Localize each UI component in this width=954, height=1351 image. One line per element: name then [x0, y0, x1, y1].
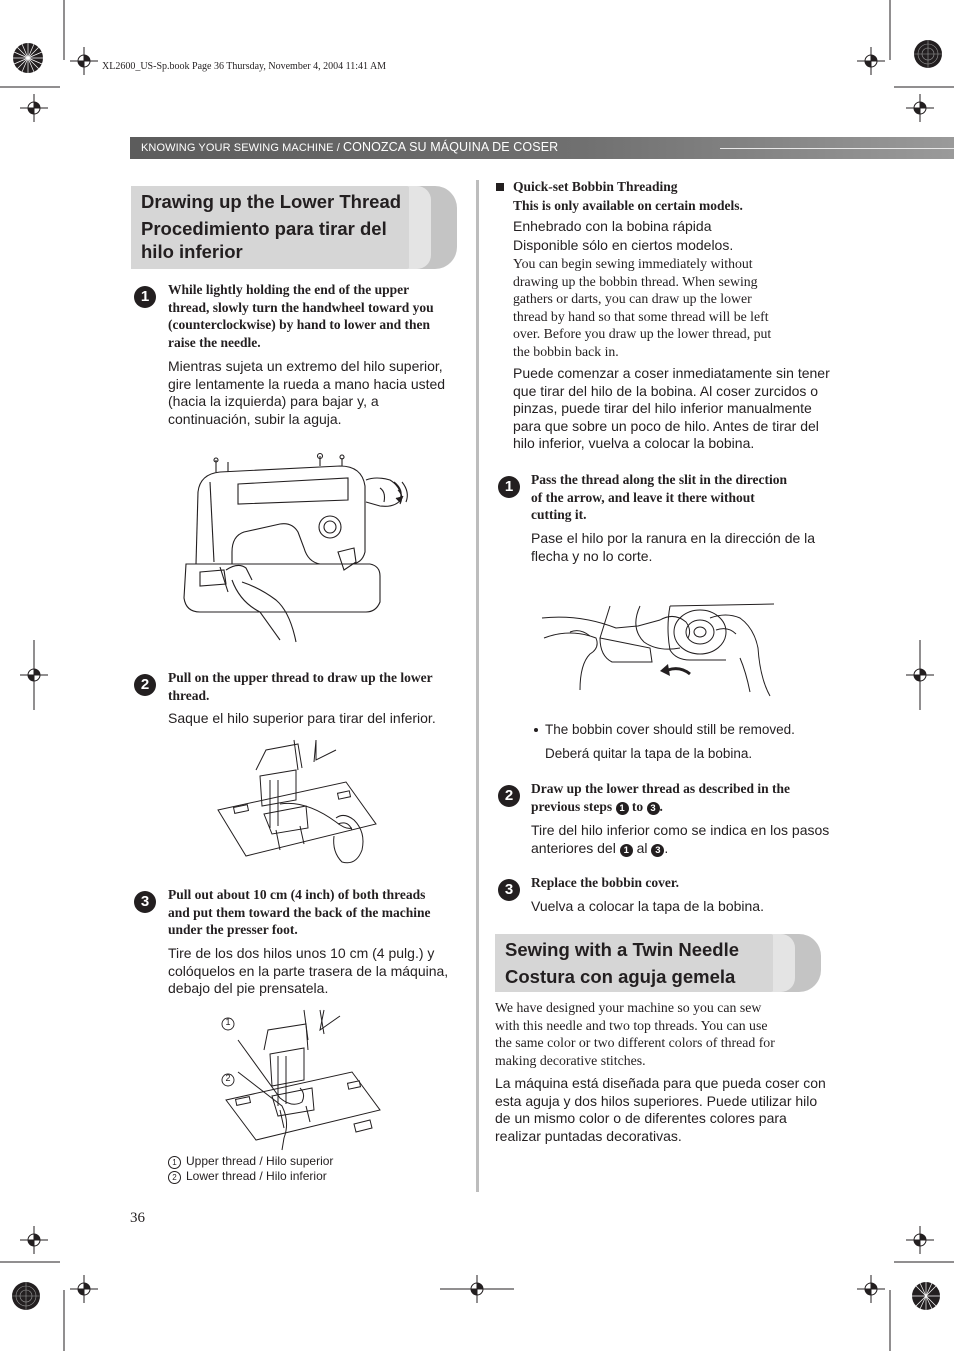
- text-line: hilo inferior, vuelva a colocar la bobina.: [513, 435, 755, 452]
- legend-num: 1: [168, 1156, 181, 1169]
- quickset-step1-es: [531, 530, 831, 565]
- text-line: cutting it.: [531, 507, 587, 523]
- legend-item-upper-thread: [168, 1154, 333, 1169]
- sewing-machine-illustration: [180, 452, 410, 647]
- text-span: anteriores del: [531, 839, 620, 856]
- text-line: thread.: [168, 687, 210, 703]
- text-line: flecha y no lo corte.: [531, 547, 653, 564]
- text-line: and put them toward the back of the machine: [168, 904, 431, 920]
- text-line: (counterclockwise) by hand to lower and then: [168, 317, 431, 333]
- text-line: (hacia la izquierda) para bajar y, a: [168, 393, 379, 410]
- text-line: realizar puntadas decorativas.: [495, 1127, 682, 1144]
- section-title-en: Drawing up the Lower Thread: [141, 191, 402, 212]
- quickset-step2-es: [531, 822, 831, 857]
- step2-instruction-es: [168, 710, 468, 728]
- step2-instruction-en: [168, 669, 468, 704]
- text-span: al: [632, 839, 652, 856]
- twin-needle-title-en: Sewing with a Twin Needle: [505, 939, 740, 960]
- bullet-square-icon: [496, 183, 504, 191]
- text-line: Puede comenzar a coser inmediatamente sin tener: [513, 365, 830, 381]
- bobbin-threading-illustration: [540, 598, 780, 698]
- quickset-step3-en: Replace the bobbin cover.: [531, 875, 679, 890]
- text-line: with this needle and two top threads. You can use: [495, 1017, 768, 1033]
- section-header-tab-inner: [409, 186, 431, 269]
- step-ref-3-icon: 3: [647, 802, 660, 815]
- text-line: Pull out about 10 cm (4 inch) of both threads: [168, 887, 426, 902]
- quickset-step2-en: [531, 780, 831, 815]
- text-span: to: [628, 798, 647, 814]
- threads-under-foot-illustration: [220, 1010, 385, 1155]
- text-line: previous steps 1 to 3 .: [531, 798, 663, 814]
- text-line: colóquelos en la parte trasera de la máquina,: [168, 962, 449, 979]
- text-line: anteriores del 1 al 3 .: [531, 839, 669, 856]
- bullet-note-es: Deberá quitar la tapa de la bobina.: [545, 746, 753, 761]
- legend-es: Hilo superior: [266, 1154, 334, 1168]
- step-number-3: 3: [498, 879, 520, 901]
- step-number-1: 1: [134, 286, 156, 308]
- chapter-header-text: [141, 140, 558, 154]
- step3-instruction-es: [168, 945, 468, 998]
- chapter-header-es: CONOZCA SU MÁQUINA DE COSER: [343, 140, 559, 154]
- legend-num: 2: [168, 1171, 181, 1184]
- text-line: under the presser foot.: [168, 922, 298, 938]
- text-line: You can begin sewing immediately without: [513, 256, 753, 271]
- figure-legend: [168, 1154, 333, 1184]
- step-number-3: 3: [134, 891, 156, 913]
- text-line: pinzas, puede tirar del hilo inferior manualmente: [513, 400, 812, 417]
- step-number-2: 2: [134, 674, 156, 696]
- text-line: over. Before you draw up the lower thread, put: [513, 326, 772, 342]
- quickset-body-en: [513, 255, 833, 361]
- section-title-es-1: Procedimiento para tirar del: [141, 218, 387, 239]
- text-line: raise the needle.: [168, 334, 261, 350]
- text-line: gire lentamente la rueda a mano hacia usted: [168, 375, 446, 392]
- text-line: gathers or darts, you can draw up the lower: [513, 291, 752, 307]
- chapter-header-en: KNOWING YOUR SEWING MACHINE /: [141, 142, 344, 154]
- step-ref-1-icon: 1: [616, 802, 629, 815]
- text-line: thread by hand so that some thread will be left: [513, 308, 769, 324]
- bullet-note-en: The bobbin cover should still be removed.: [545, 722, 795, 737]
- text-line: making decorative stitches.: [495, 1052, 646, 1068]
- print-slug: XL2600_US-Sp.book Page 36 Thursday, November 4, 2004 11:41 AM: [102, 61, 387, 72]
- text-line: Draw up the lower thread as described in the: [531, 781, 790, 796]
- text-line: Pase el hilo por la ranura en la dirección de la: [531, 530, 816, 546]
- quickset-note: This is only available on certain models.: [513, 198, 743, 213]
- quickset-title: Quick-set Bobbin Threading: [513, 179, 678, 194]
- text-line: While lightly holding the end of the upper: [168, 282, 410, 297]
- text-line: de un mismo color o de diferentes colores para: [495, 1110, 787, 1127]
- chapter-header: [130, 137, 954, 159]
- callout-1: 1: [225, 1017, 231, 1027]
- text-line: Pull on the upper thread to draw up the lower: [168, 670, 433, 685]
- step1-instruction-en: [168, 281, 468, 351]
- legend-en: Upper thread /: [186, 1154, 267, 1168]
- legend-es: Hilo inferior: [266, 1169, 327, 1183]
- quickset-step1-en: [531, 471, 831, 524]
- text-line: para que sobre un poco de hilo. Antes de tirar del: [513, 417, 819, 434]
- text-span: previous steps: [531, 798, 616, 814]
- section-title-es-2: hilo inferior: [141, 241, 243, 262]
- text-line: Saque el hilo superior para tirar del inferior.: [168, 710, 436, 726]
- legend-item-lower-thread: [168, 1169, 333, 1184]
- section-header-tab-inner: [773, 934, 795, 992]
- text-line: the bobbin back in.: [513, 343, 619, 359]
- text-line: Tire del hilo inferior como se indica en los pasos: [531, 822, 830, 838]
- header-rule: [720, 148, 954, 149]
- twin-needle-title-es: Costura con aguja gemela: [505, 966, 736, 987]
- text-line: esta aguja y dos hilos superiores. Puede utilizar hilo: [495, 1092, 818, 1109]
- bullet-dot-icon: [534, 728, 538, 732]
- legend-en: Lower thread /: [186, 1169, 267, 1183]
- step-ref-1-icon: 1: [620, 844, 633, 857]
- text-line: Pass the thread along the slit in the direction: [531, 472, 788, 487]
- quickset-title-es: Enhebrado con la bobina rápida: [513, 218, 712, 234]
- text-line: of the arrow, and leave it there without: [531, 489, 755, 505]
- text-line: La máquina está diseñada para que pueda coser con: [495, 1075, 826, 1091]
- step1-instruction-es: [168, 358, 468, 428]
- text-line: que tirar del hilo de la bobina. Al coser zurcidos o: [513, 382, 819, 399]
- twin-needle-body-en: [495, 999, 835, 1069]
- quickset-step3-es: Vuelva a colocar la tapa de la bobina.: [531, 898, 764, 914]
- twin-needle-body-es: [495, 1075, 835, 1145]
- text-line: drawing up the bobbin thread. When sewing: [513, 273, 758, 289]
- page-number: 36: [130, 1210, 145, 1226]
- text-line: debajo del pie prensatela.: [168, 980, 329, 997]
- step3-instruction-en: [168, 886, 468, 939]
- text-line: continuación, subir la aguja.: [168, 410, 342, 427]
- step-number-2: 2: [498, 785, 520, 807]
- text-line: We have designed your machine so you can sew: [495, 1000, 762, 1015]
- text-line: thread, slowly turn the handwheel toward you: [168, 299, 434, 315]
- step-ref-3-icon: 3: [651, 844, 664, 857]
- text-line: the same color or two different colors of thread for: [495, 1035, 775, 1051]
- text-line: Tire de los dos hilos unos 10 cm (4 pulg.) y: [168, 945, 435, 961]
- step-number-1: 1: [498, 476, 520, 498]
- column-divider: [476, 180, 479, 1192]
- text-line: Mientras sujeta un extremo del hilo superior,: [168, 358, 443, 374]
- quickset-note-es: Disponible sólo en ciertos modelos.: [513, 237, 734, 253]
- presser-foot-illustration: [216, 740, 376, 872]
- quickset-body-es: [513, 365, 843, 453]
- callout-2: 2: [225, 1073, 231, 1083]
